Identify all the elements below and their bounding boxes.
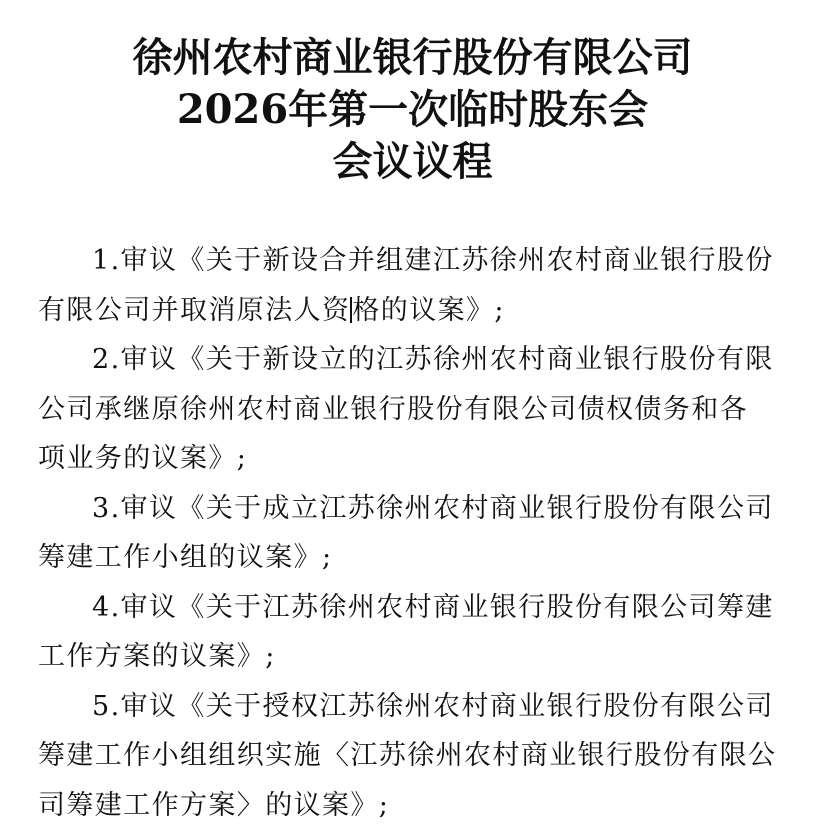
agenda-list	[38, 236, 788, 830]
agenda-item-3-line-2: 筹建工作小组的议案》;	[38, 542, 333, 573]
agenda-item-1-line-1: 1.审议《关于新设合并组建江苏徐州农村商业银行股份	[92, 245, 774, 276]
title-line-agenda: 会议议程	[332, 138, 493, 185]
agenda-item-1	[38, 236, 788, 335]
agenda-item-2-line-3: 项业务的议案》;	[38, 443, 248, 474]
agenda-item-1-line-2	[38, 286, 788, 336]
agenda-item-3	[38, 484, 788, 583]
agenda-item-2-line-1: 2.审议《关于新设立的江苏徐州农村商业银行股份有限	[92, 344, 774, 375]
agenda-item-1-line-2-part-a: 有限公司并取消原法人资	[38, 294, 351, 326]
title-line-meeting: 2026年第一次临时股东会	[176, 86, 649, 133]
agenda-item-3-line-1: 3.审议《关于成立江苏徐州农村商业银行股份有限公司	[92, 492, 774, 524]
agenda-item-2-line-2: 公司承继原徐州农村商业银行股份有限公司债权债务和各	[38, 393, 748, 425]
agenda-item-4	[38, 583, 788, 682]
title-line-bank-name: 徐州农村商业银行股份有限公司	[132, 34, 693, 81]
agenda-item-1-line-2-part-b: 格的议案》;	[352, 294, 505, 326]
agenda-item-4-line-2: 工作方案的议案》;	[38, 641, 276, 672]
agenda-item-5	[38, 682, 788, 831]
agenda-item-5-line-1: 5.审议《关于授权江苏徐州农村商业银行股份有限公司	[92, 690, 774, 722]
agenda-item-5-line-3: 司筹建工作方案〉的议案》;	[38, 789, 390, 821]
agenda-item-4-line-1: 4.审议《关于江苏徐州农村商业银行股份有限公司筹建	[92, 591, 774, 623]
agenda-item-5-line-2: 筹建工作小组组织实施〈江苏徐州农村商业银行股份有限公	[38, 740, 777, 771]
agenda-item-2	[38, 335, 788, 484]
document-title	[0, 32, 825, 188]
